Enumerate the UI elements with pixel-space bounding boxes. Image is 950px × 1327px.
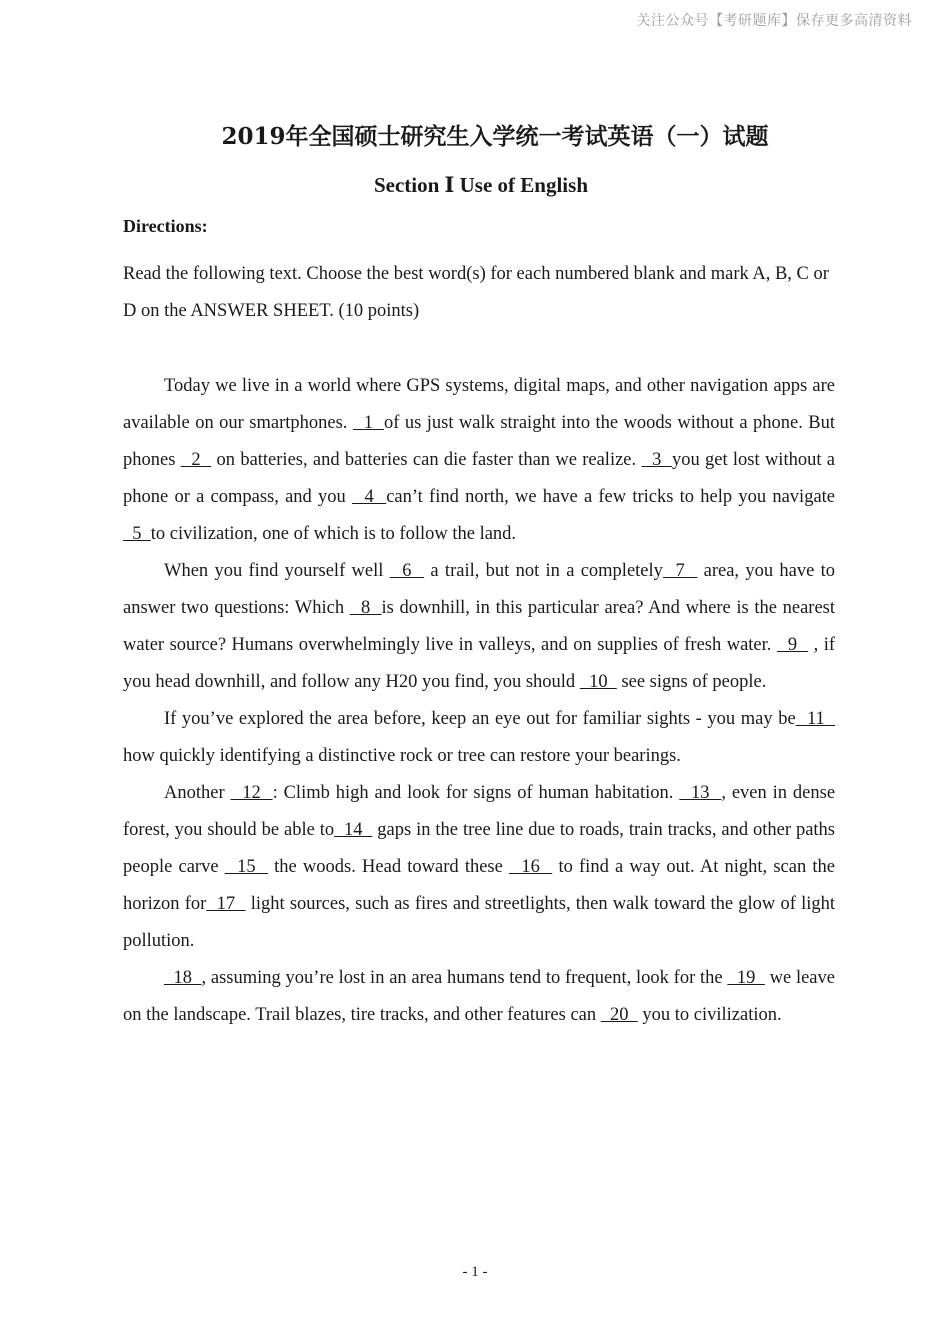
text-run: light sources, such as fires and streetlights, then walk toward the glow of light pollution. — [123, 894, 835, 951]
blank-6: 6 — [389, 561, 425, 581]
blank-13: 13 — [679, 783, 722, 803]
text-run: of us just walk straight into the woods without a phone. But phones — [123, 413, 836, 470]
blank-11: 11 — [795, 709, 835, 729]
blank-3: 3 — [641, 450, 672, 470]
text-run: the woods. Head toward these — [267, 857, 510, 877]
paragraph-3 — [123, 701, 835, 775]
text-run: on batteries, and batteries can die faster than we realize. — [211, 450, 642, 470]
text-run: area, you have to answer two questions: Which — [123, 561, 836, 618]
blank-7: 7 — [662, 561, 698, 581]
text-run: is downhill, in this particular area? And where is the nearest water source? Humans overwhelmingly live in valleys, and on supplies of fresh water. — [123, 598, 835, 655]
page-title: 2019年全国硕士研究生入学统一考试英语（一）试题 — [221, 123, 769, 150]
text-run: Today we live in a world where GPS systems, digital maps, and other navigation apps are available on our smartphones. — [123, 376, 835, 433]
text-run: can’t find north, we have a few tricks to help you navigate — [386, 487, 836, 507]
blank-16: 16 — [509, 857, 553, 877]
text-run: see signs of people. — [616, 672, 767, 692]
blank-9: 9 — [776, 635, 809, 655]
text-run: , even in dense forest, you should be able to — [123, 783, 836, 840]
blank-12: 12 — [230, 783, 273, 803]
section-heading: Section Ⅰ Use of English — [373, 173, 588, 197]
blank-4: 4 — [352, 487, 387, 507]
blank-19: 19 — [727, 968, 765, 988]
blank-10: 10 — [579, 672, 617, 692]
paragraph-1 — [123, 368, 835, 553]
blank-8: 8 — [349, 598, 382, 618]
directions-text: Read the following text. Choose the best word(s) for each numbered blank and mark A, B, C or D on the ANSWER SHEET. (10 points) — [123, 264, 829, 321]
blank-18: 18 — [164, 968, 202, 988]
text-run: you to civilization. — [637, 1005, 782, 1025]
text-run: Another — [164, 783, 231, 803]
text-run: When you find yourself well — [164, 561, 390, 581]
page-number: - 1 - — [462, 1264, 488, 1280]
blank-14: 14 — [334, 820, 373, 840]
blank-20: 20 — [600, 1005, 638, 1025]
text-run: to find a way out. At night, scan the horizon for — [123, 857, 836, 914]
text-run: a trail, but not in a completely — [424, 561, 663, 581]
text-run: : Climb high and look for signs of human habitation. — [272, 783, 680, 803]
blank-17: 17 — [206, 894, 246, 914]
text-run: gaps in the tree line due to roads, train tracks, and other paths people carve — [123, 820, 836, 877]
blank-5: 5 — [123, 524, 151, 544]
blank-15: 15 — [224, 857, 268, 877]
text-run: how quickly identifying a distinctive rock or tree can restore your bearings. — [123, 746, 681, 766]
text-run: we leave on the landscape. Trail blazes, tire tracks, and other features can — [123, 968, 835, 1025]
text-run: , if you head downhill, and follow any H20 you find, you should — [123, 635, 835, 692]
passage — [123, 368, 835, 1034]
text-run: , assuming you’re lost in an area humans tend to frequent, look for the — [201, 968, 728, 988]
directions-label: Directions: — [123, 216, 208, 236]
watermark: 关注公众号【考研题库】保存更多高清资料 — [636, 13, 912, 29]
paragraph-5 — [123, 960, 835, 1034]
paragraph-2 — [123, 553, 835, 701]
blank-2: 2 — [180, 450, 212, 470]
paragraph-4 — [123, 775, 835, 960]
text-run: If you’ve explored the area before, keep an eye out for familiar sights - you may be — [164, 709, 796, 729]
blank-1: 1 — [352, 413, 384, 433]
text-run: you get lost without a phone or a compass, and you — [123, 450, 835, 507]
text-run: to civilization, one of which is to follow the land. — [150, 524, 517, 544]
